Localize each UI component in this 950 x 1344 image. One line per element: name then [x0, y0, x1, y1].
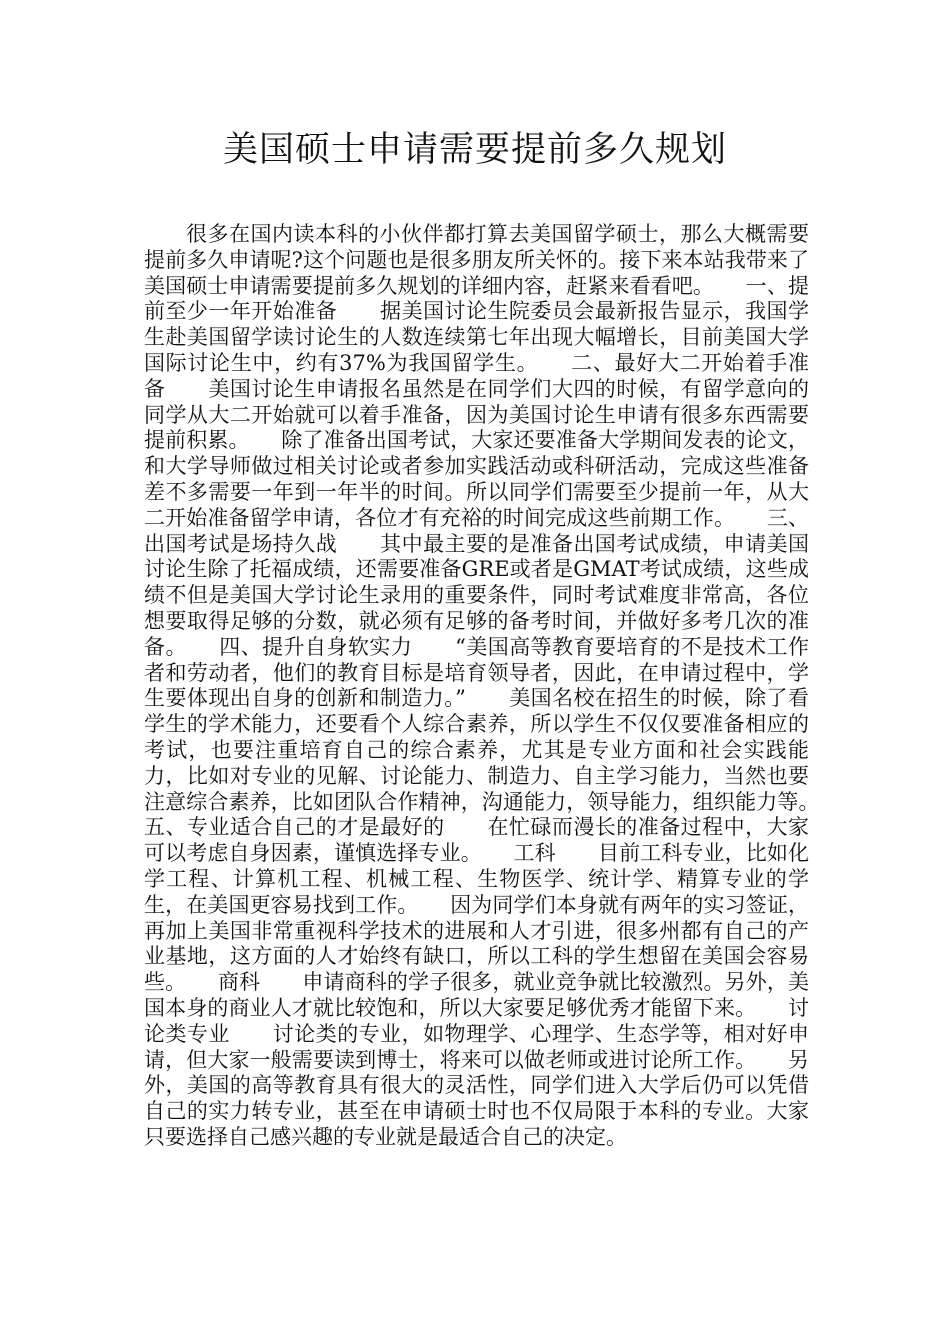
- document-title: 美国硕士申请需要提前多久规划: [222, 130, 727, 170]
- document-body-paragraph: 很多在国内读本科的小伙伴都打算去美国留学硕士，那么大概需要提前多久申请呢?这个问题也是很多朋友所关怀的。接下来本站我带来了美国硕士申请需要提前多久规划的详细内容，赶紧来看看吧。 一、提前至少一年开始准备 据美国讨论生院委员会最新报告显示，我国学生赴美国留学读讨论生的人数连续第七年出现大幅增长，目前美国大学国际讨论生中，约有37%为我国留学生。 二、最好大二开始着手准备 美国讨论生申请报名虽然是在同学们大四的时候，有留学意向的同学从大二开始就可以着手准备，因为美国讨论生申请有很多东西需要提前积累。 除了准备出国考试，大家还要准备大学期间发表的论文，和大学导师做过相关讨论或者参加实践活动或科研活动，完成这些准备差不多需要一年到一年半的时间。所以同学们需要至少提前一年，从大二开始准备留学申请，各位才有充裕的时间完成这些前期工作。 三、出国考试是场持久战 其中最主要的是准备出国考试成绩，申请美国讨论生除了托福成绩，还需要准备GRE或者是GMAT考试成绩，这些成绩不但是美国大学讨论生录用的重要条件，同时考试难度非常高，各位想要取得足够的分数，就必须有足够的备考时间，并做好多考几次的准备。 四、提升自身软实力 “美国高等教育要培育的不是技术工作者和劳动者，他们的教育目标是培育领导者，因此，在申请过程中，学生要体现出自身的创新和制造力。” 美国名校在招生的时候，除了看学生的学术能力，还要看个人综合素养，所以学生不仅仅要准备相应的考试，也要注重培育自己的综合素养，尤其是专业方面和社会实践能力，比如对专业的见解、讨论能力、制造力、自主学习能力，当然也要注意综合素养，比如团队合作精神，沟通能力，领导能力，组织能力等。 五、专业适合自己的才是最好的 在忙碌而漫长的准备过程中，大家可以考虑自身因素，谨慎选择专业。 工科 目前工科专业，比如化学工程、计算机工程、机械工程、生物医学、统计学、精算专业的学生，在美国更容易找到工作。 因为同学们本身就有两年的实习签证，再加上美国非常重视科学技术的进展和人才引进，很多州都有自己的产业基地，这方面的人才始终有缺口，所以工科的学生想留在美国会容易些。 商科 申请商科的学子很多，就业竞争就比较激烈。另外，美国本身的商业人才就比较饱和，所以大家要足够优秀才能留下来。 讨论类专业 讨论类的专业，如物理学、心理学、生态学等，相对好申请，但大家一般需要读到博士，将来可以做老师或进讨论所工作。 另外，美国的高等教育具有很大的灵活性，同学们进入大学后仍可以凭借自己的实力转专业，甚至在申请硕士时也不仅局限于本科的专业。大家只要选择自己感兴趣的专业就是最适合自己的决定。: [144, 222, 851, 1149]
